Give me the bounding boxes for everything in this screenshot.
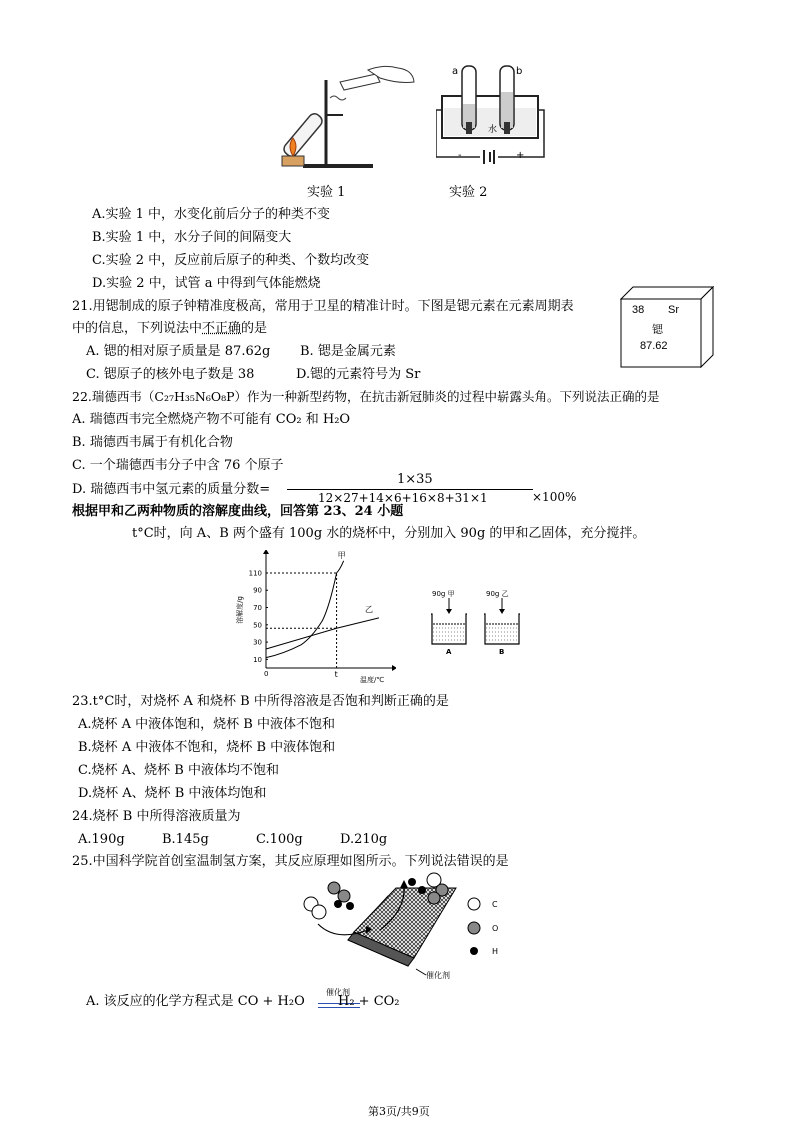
section-heading: 根据甲和乙两种物质的溶解度曲线，回答第 23、24 小题 xyxy=(72,504,404,519)
page-footer: 第3页/共9页 xyxy=(368,1105,430,1118)
q22-fraction-suffix: ×100% xyxy=(532,490,577,504)
q21-stem-line2: 中的信息，下列说法中不正确的是 xyxy=(72,321,268,336)
element-card-mass: 87.62 xyxy=(640,340,668,352)
q20-option-c: C.实验 2 中，反应前后原子的种类、个数均改变 xyxy=(92,253,370,268)
q22-option-b: B. 瑞德西韦属于有机化合物 xyxy=(72,435,233,450)
q22-option-a: A. 瑞德西韦完全燃烧产物不可能有 CO₂ 和 H₂O xyxy=(72,412,351,427)
catalyst-label: 催化剂 xyxy=(426,971,450,980)
y-tick-label: 90 xyxy=(253,586,262,595)
tube-a-label: a xyxy=(452,66,459,77)
q21-option-c: C. 锶原子的核外电子数是 38 xyxy=(86,367,255,382)
series-label-yi: 乙 xyxy=(364,604,373,614)
exp2-label: 实验 2 xyxy=(449,185,488,200)
experiment-1-figure xyxy=(268,60,418,175)
q22-option-c: C. 一个瑞德西韦分子中含 76 个原子 xyxy=(72,458,284,473)
y-axis-arrow xyxy=(263,550,269,554)
q24-option-b: B.145g xyxy=(162,832,209,847)
battery-minus: - xyxy=(458,150,462,161)
legend-h-label: H xyxy=(492,947,499,956)
y-tick-label: 10 xyxy=(253,655,262,664)
catalyst-reaction-figure xyxy=(296,870,526,982)
series-label-jia: 甲 xyxy=(337,550,346,560)
water-label: 水 xyxy=(488,125,498,135)
x-tick-label-0: 0 xyxy=(264,670,269,678)
beaker-a-label: A xyxy=(446,648,452,656)
q24-option-a: A.190g xyxy=(78,832,125,847)
q22-fraction-denominator: 12×27+14×6+16×8+31×1 xyxy=(318,491,488,505)
q20-option-b: B.实验 1 中，水分子间的间隔变大 xyxy=(92,230,292,245)
y-tick-label: 30 xyxy=(253,638,262,647)
q25-products: H₂ + CO₂ xyxy=(338,994,400,1009)
q20-option-d: D.实验 2 中，试管 a 中得到气体能燃烧 xyxy=(92,276,321,291)
beaker-b-addition: 90g 乙 xyxy=(486,590,509,598)
beaker-b xyxy=(484,614,520,644)
legend-c-label: C xyxy=(492,900,498,909)
element-card-symbol: Sr xyxy=(668,304,679,316)
chart-xlabel: 温度/℃ xyxy=(360,676,385,684)
q20-option-a: A.实验 1 中，水变化前后分子的种类不变 xyxy=(92,207,331,222)
q23-option-c: C.烧杯 A、烧杯 B 中液体均不饱和 xyxy=(78,763,279,778)
q25-stem: 25.中国科学院首创室温制氢方案，其反应原理如图所示。下列说法错误的是 xyxy=(72,854,509,869)
section-intro: t°C时，向 A、B 两个盛有 100g 水的烧杯中，分别加入 90g 的甲和乙固体，充分搅拌。 xyxy=(132,526,646,541)
y-tick-label: 50 xyxy=(253,621,262,630)
q24-option-c: C.100g xyxy=(256,832,303,847)
q21-option-b: B. 锶是金属元素 xyxy=(300,344,396,359)
battery-plus: + xyxy=(516,150,525,161)
chart-ylabel: 溶解度/g xyxy=(236,596,244,624)
y-tick-label: 70 xyxy=(253,604,262,613)
q25-option-a: A. 该反应的化学方程式是 CO + H₂O xyxy=(86,994,305,1009)
legend-o-label: O xyxy=(492,924,499,933)
tube-b-label: b xyxy=(516,66,523,77)
x-tick-label-t: t xyxy=(334,670,338,679)
q21-emphasis: 不正确 xyxy=(202,321,242,336)
exp1-label: 实验 1 xyxy=(307,185,346,200)
beaker-a xyxy=(431,614,467,644)
series-line-yi xyxy=(266,618,379,649)
beaker-b-label: B xyxy=(499,648,505,656)
element-card-name: 锶 xyxy=(652,323,663,336)
q21-stem-line1: 21.用锶制成的原子钟精准度极高，常用于卫星的精准计时。下图是锶元素在元素周期表 xyxy=(72,299,574,314)
q21-option-a: A. 锶的相对原子质量是 87.62g xyxy=(86,344,271,359)
beakers-figure xyxy=(418,588,538,658)
q22-fraction-numerator: 1×35 xyxy=(397,472,433,487)
q23-stem: 23.t°C时，对烧杯 A 和烧杯 B 中所得溶液是否饱和判断正确的是 xyxy=(72,694,449,709)
q22-stem: 22.瑞德西韦（C₂₇H₃₅N₆O₈P）作为一种新型药物，在抗击新冠肺炎的过程中崭露头角。下列说法正确的是 xyxy=(72,389,660,404)
element-card-number: 38 xyxy=(632,304,645,316)
experiment-2-figure xyxy=(436,62,546,172)
q23-option-b: B.烧杯 A 中液体不饱和，烧杯 B 中液体饱和 xyxy=(78,740,336,755)
q25-reaction-condition: 催化剂 xyxy=(326,988,350,997)
q22-option-d-label: D. 瑞德西韦中氢元素的质量分数= xyxy=(72,482,271,497)
q23-option-d: D.烧杯 A、烧杯 B 中液体均饱和 xyxy=(78,786,267,801)
q24-option-d: D.210g xyxy=(340,832,388,847)
q24-stem: 24.烧杯 B 中所得溶液质量为 xyxy=(72,809,241,824)
beaker-a-addition: 90g 甲 xyxy=(432,590,455,598)
q21-option-d: D.锶的元素符号为 Sr xyxy=(296,367,421,382)
series-line-jia xyxy=(266,561,344,658)
y-tick-label: 110 xyxy=(248,569,262,578)
q23-option-a: A.烧杯 A 中液体饱和，烧杯 B 中液体不饱和 xyxy=(78,717,335,732)
strontium-element-card xyxy=(620,286,714,368)
x-axis-arrow xyxy=(392,665,396,671)
solubility-chart xyxy=(228,550,396,686)
